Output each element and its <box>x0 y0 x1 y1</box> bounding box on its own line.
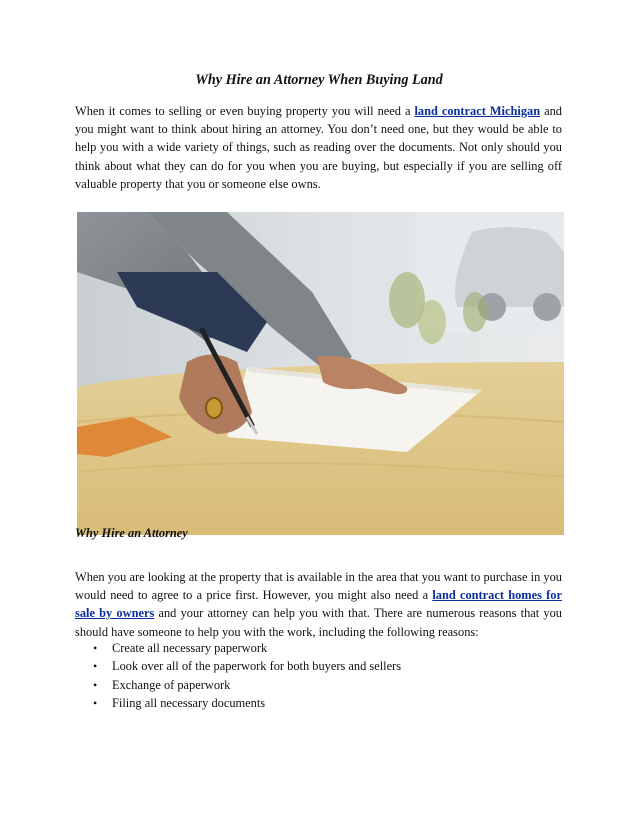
bullet-icon: • <box>93 677 98 692</box>
document-title: Why Hire an Attorney When Buying Land <box>195 72 443 88</box>
bullet-icon: • <box>93 659 98 674</box>
list-item <box>75 694 401 712</box>
intro-text-before-link: When it comes to selling or even buying property you will need a <box>75 104 415 118</box>
section-subheading: Why Hire an Attorney <box>75 526 188 540</box>
hands-signing-document-photo <box>77 212 564 535</box>
list-item-text: Exchange of paperwork <box>112 677 231 692</box>
list-item <box>75 657 401 675</box>
body-text-after-link: and your attorney can help you with that. There are numerous reasons that you should have someone to help you with the work, including the following reasons: <box>75 606 562 639</box>
land-contract-homes-link[interactable]: land contract homes for sale by owners <box>75 588 562 621</box>
intro-paragraph <box>75 102 562 193</box>
list-item-text: Filing all necessary documents <box>112 695 266 710</box>
body-text-before-link: When you are looking at the property that is available in the area that you want to purchase in you would need to agree to a price first. However, you might also need a <box>75 570 562 603</box>
reasons-list <box>75 639 401 712</box>
list-item <box>75 639 401 657</box>
intro-text-after-link: and you might want to think about hiring an attorney. You don’t need one, but they would be able to help you with a wide variety of things, such as reading over the documents. Not only should you think about what they can do for you when you are buying, but especially if you are selling off valuable property that you or someone else owns. <box>75 104 562 191</box>
body-paragraph <box>75 568 562 641</box>
list-item <box>75 676 401 694</box>
list-item-text: Create all necessary paperwork <box>112 641 268 655</box>
bullet-icon: • <box>93 641 98 655</box>
land-contract-michigan-link[interactable]: land contract Michigan <box>414 104 541 118</box>
list-item-text: Look over all of the paperwork for both buyers and sellers <box>112 659 402 674</box>
bullet-icon: • <box>93 695 98 710</box>
